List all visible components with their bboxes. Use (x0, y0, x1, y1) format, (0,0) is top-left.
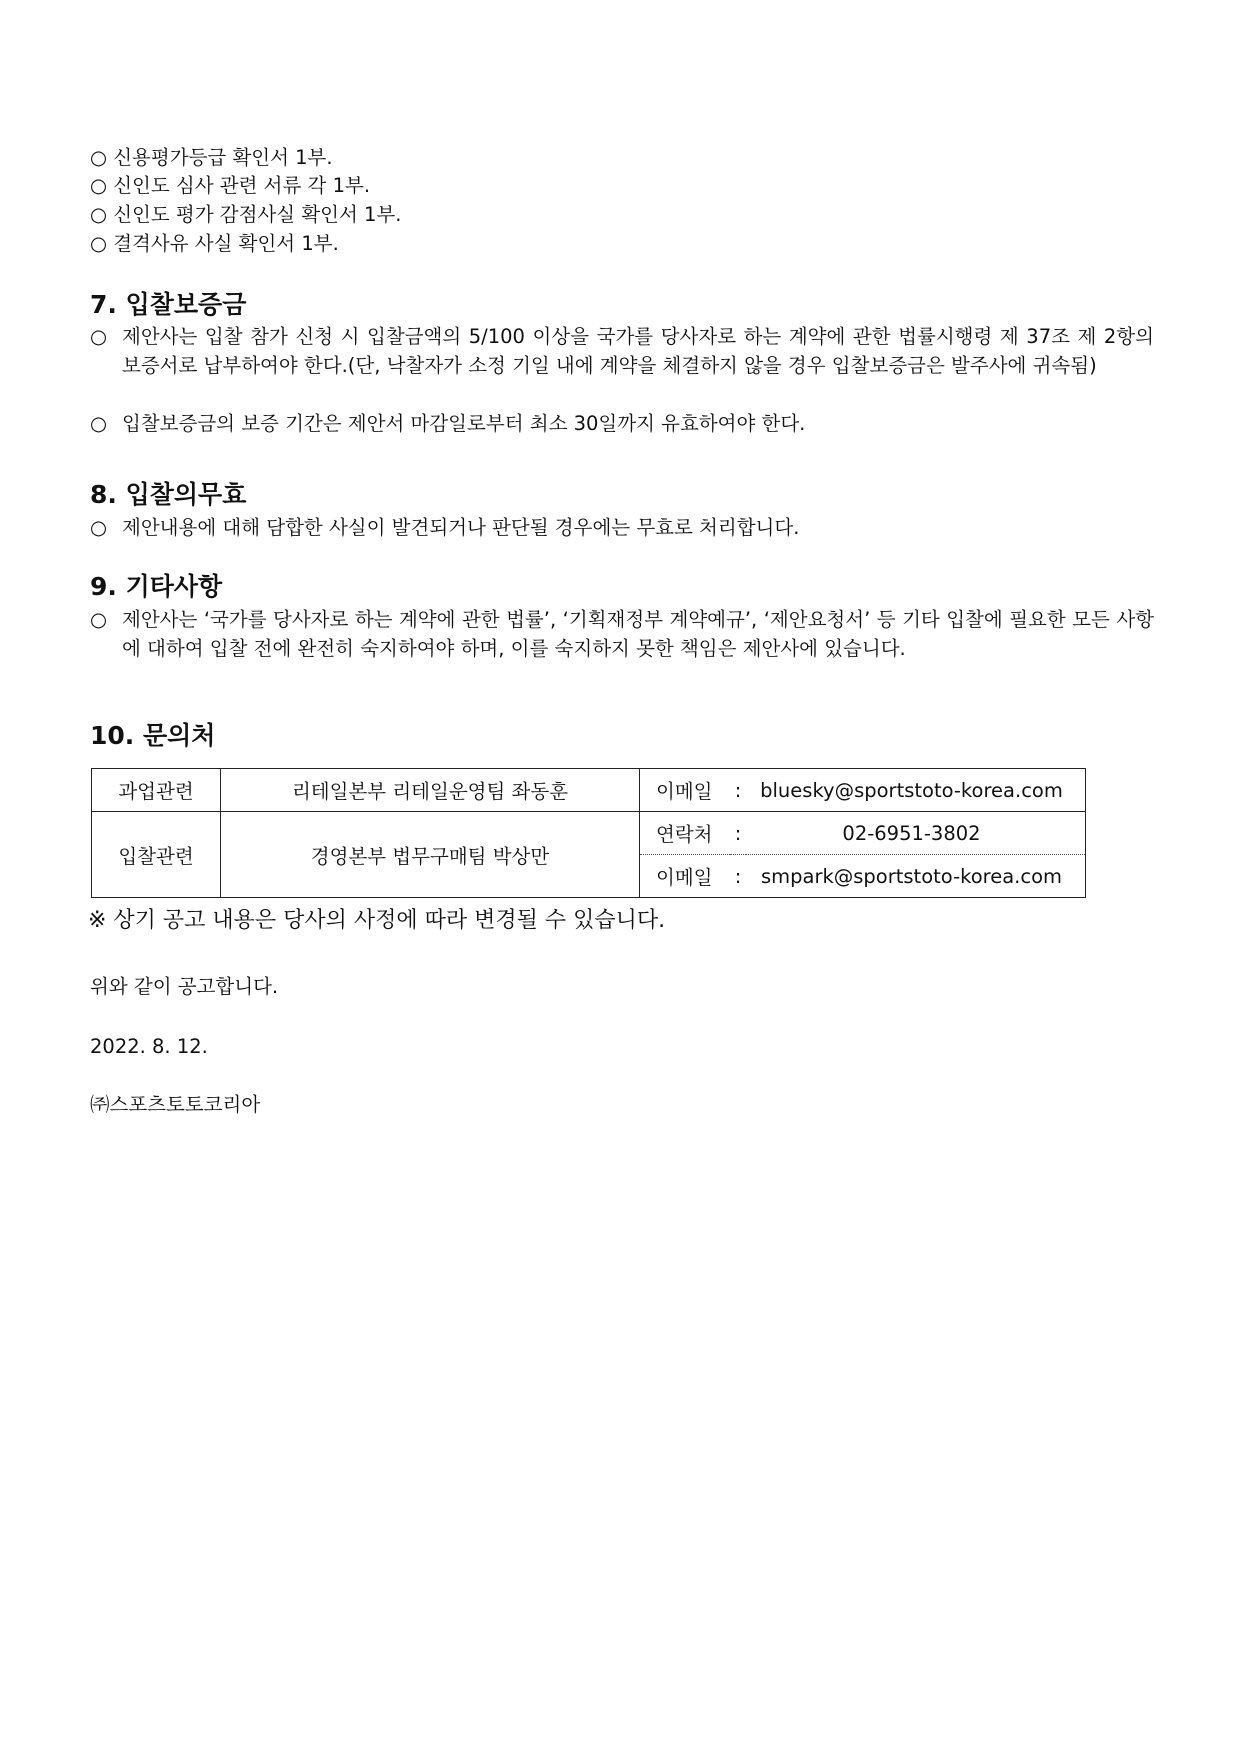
list-item: ○ 신인도 심사 관련 서류 각 1부. (90, 174, 371, 197)
list-item (90, 513, 1154, 542)
bullet-icon: ○ (90, 412, 108, 435)
contact-email: bluesky@sportstoto-korea.com (746, 769, 1086, 812)
contact-label: 이메일 (640, 855, 731, 898)
table-row (92, 769, 1086, 812)
section-heading: 10. 문의처 (90, 721, 216, 750)
contact-label: 이메일 (640, 769, 731, 812)
list-item: ○ 결격사유 사실 확인서 1부. (90, 232, 339, 255)
list-item (90, 322, 1154, 380)
contact-colon: : (730, 855, 746, 898)
contact-person: 경영본부 법무구매팀 박상만 (221, 812, 640, 898)
section-heading: 9. 기타사항 (90, 572, 223, 601)
contact-category: 과업관련 (92, 769, 221, 812)
bullet-icon: ○ (90, 608, 108, 631)
list-item-text: 제안사는 입찰 참가 신청 시 입찰금액의 5/100 이상을 국가를 당사자로 하는 계약에 관한 법률시행령 제 37조 제 2항의 보증서로 납부하여야 한다.(단, 낙찰자가 소정 기일 내에 계약을 체결하지 않을 경우 입찰보증금은 발주사에 귀속됨) (122, 325, 1154, 377)
contact-table (91, 768, 1086, 898)
company-name: ㈜스포츠토토코리아 (90, 1093, 261, 1116)
contact-colon: : (730, 769, 746, 812)
list-item: ○ 신용평가등급 확인서 1부. (90, 146, 333, 169)
contact-label: 연락처 (640, 812, 731, 855)
list-item: ○ 신인도 평가 감점사실 확인서 1부. (90, 203, 402, 226)
list-item-text: 입찰보증금의 보증 기간은 제안서 마감일로부터 최소 30일까지 유효하여야 한다. (122, 412, 806, 435)
contact-category: 입찰관련 (92, 812, 221, 898)
announcement-date: 2022. 8. 12. (90, 1035, 208, 1058)
list-item-text: 제안내용에 대해 담합한 사실이 발견되거나 판단될 경우에는 무효로 처리합니다. (122, 516, 800, 539)
contact-phone: 02-6951-3802 (746, 812, 1086, 855)
notice-text: ※ 상기 공고 내용은 당사의 사정에 따라 변경될 수 있습니다. (88, 908, 666, 933)
section-heading: 7. 입찰보증금 (90, 290, 247, 319)
bullet-icon: ○ (90, 325, 108, 348)
bullet-icon: ○ (90, 516, 108, 539)
closing-text: 위와 같이 공고합니다. (90, 975, 279, 998)
contact-person: 리테일본부 리테일운영팀 좌동훈 (221, 769, 640, 812)
table-row (92, 812, 1086, 855)
list-item-text: 제안사는 ‘국가를 당사자로 하는 계약에 관한 법률’, ‘기획재정부 계약예규’, ‘제안요청서’ 등 기타 입찰에 필요한 모든 사항에 대하여 입찰 전에 완전히 숙지하여야 하며, 이를 숙지하지 못한 책임은 제안사에 있습니다. (122, 608, 1154, 660)
list-item (90, 605, 1154, 663)
contact-email: smpark@sportstoto-korea.com (746, 855, 1086, 898)
section-heading: 8. 입찰의무효 (90, 480, 247, 509)
list-item (90, 409, 1154, 438)
contact-colon: : (730, 812, 746, 855)
